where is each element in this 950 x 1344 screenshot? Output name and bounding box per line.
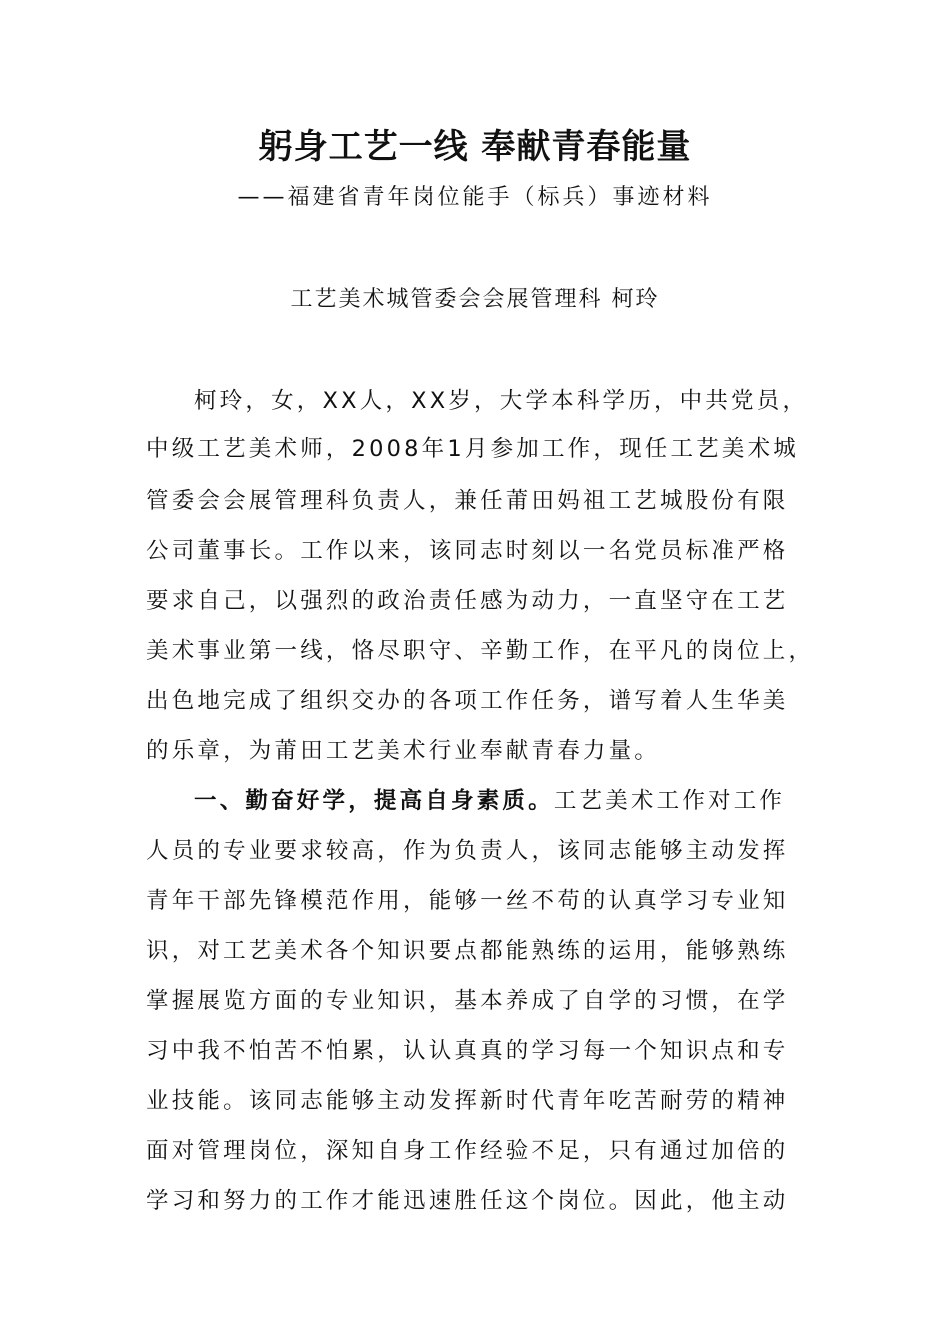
document-title: 躬身工艺一线 奉献青春能量 xyxy=(258,127,692,167)
body-line: 人员的专业要求较高，作为负责人，该同志能够主动发挥 xyxy=(146,838,789,864)
section-heading: 一、勤奋好学，提高自身素质。 xyxy=(194,788,554,814)
body-line: 美术事业第一线，恪尽职守、辛勤工作，在平凡的岗位上， xyxy=(146,638,815,664)
body-line: 识，对工艺美术各个知识要点都能熟练的运用，能够熟练 xyxy=(146,938,789,964)
body-line: 管委会会展管理科负责人，兼任莆田妈祖工艺城股份有限 xyxy=(146,488,789,514)
body-line: 要求自己，以强烈的政治责任感为动力，一直坚守在工艺 xyxy=(146,588,789,614)
body-line: 出色地完成了组织交办的各项工作任务，谱写着人生华美 xyxy=(146,688,789,714)
document-subtitle: ——福建省青年岗位能手（标兵）事迹材料 xyxy=(237,185,713,210)
body-line: 掌握展览方面的专业知识，基本养成了自学的习惯，在学 xyxy=(146,988,789,1014)
section-heading-line xyxy=(194,784,826,818)
body-line: 青年干部先锋模范作用，能够一丝不苟的认真学习专业知 xyxy=(146,888,789,914)
body-line: 柯玲，女，XX人，XX岁，大学本科学历，中共党员， xyxy=(194,388,809,414)
body-line: 的乐章，为莆田工艺美术行业奉献青春力量。 xyxy=(146,738,661,764)
body-line: 学习和努力的工作才能迅速胜任这个岗位。因此，他主动 xyxy=(146,1188,789,1214)
body-line: 面对管理岗位，深知自身工作经验不足，只有通过加倍的 xyxy=(146,1138,789,1164)
body-line: 公司董事长。工作以来，该同志时刻以一名党员标准严格 xyxy=(146,538,789,564)
body-line: 习中我不怕苦不怕累，认认真真的学习每一个知识点和专 xyxy=(146,1038,789,1064)
section-text: 工艺美术工作对工作 xyxy=(553,788,786,814)
body-line: 业技能。该同志能够主动发挥新时代青年吃苦耐劳的精神 xyxy=(146,1088,789,1114)
body-line: 中级工艺美术师，2008年1月参加工作，现任工艺美术城 xyxy=(146,436,799,462)
author-line: 工艺美术城管委会会展管理科 柯玲 xyxy=(290,287,660,312)
